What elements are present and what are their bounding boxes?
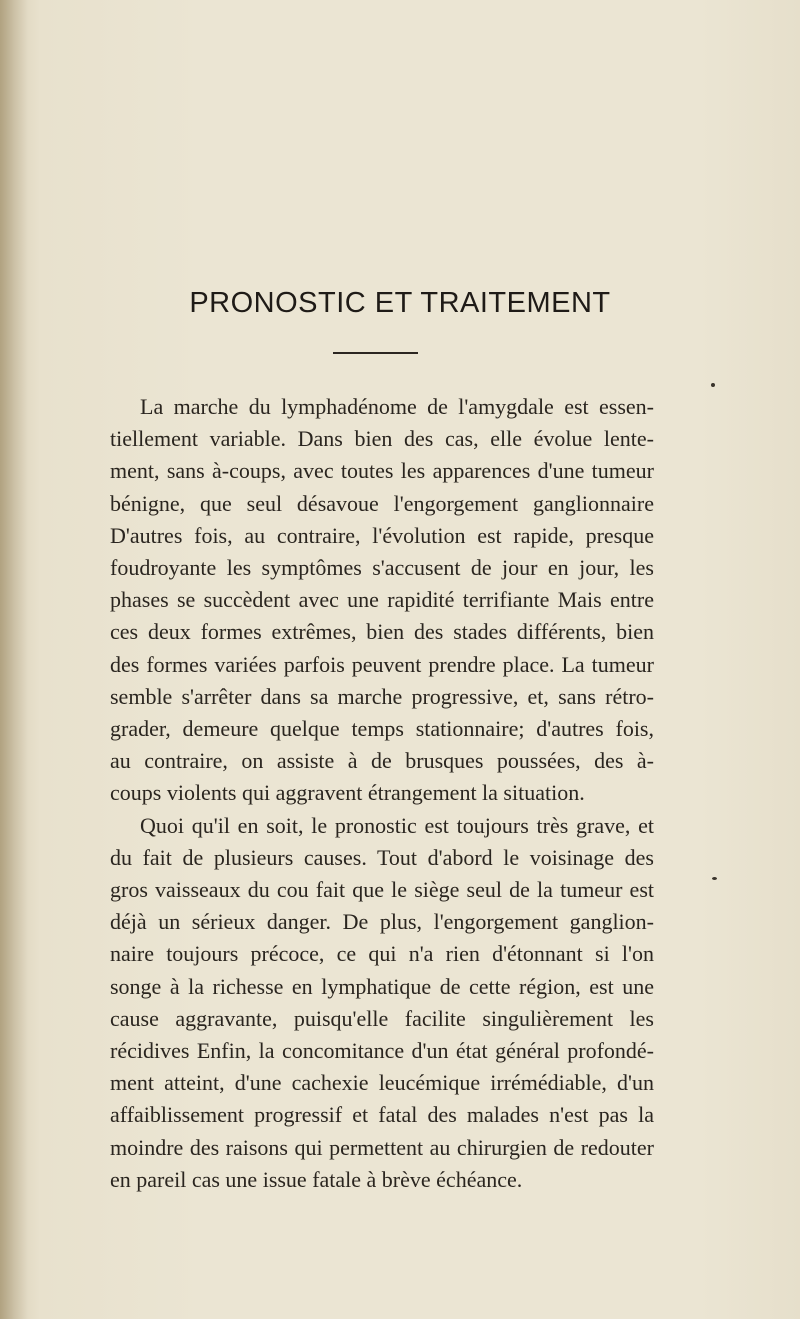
- text-line: grader, demeure quelque temps stationnaire; d'autres fois,: [110, 716, 654, 742]
- text-line: affaiblissement progressif et fatal des malades n'est pas la: [110, 1102, 654, 1128]
- title-rule: [333, 352, 418, 354]
- text-line: cause aggravante, puisqu'elle facilite singulièrement les: [110, 1005, 654, 1031]
- text-line: naire toujours précoce, ce qui n'a rien d'étonnant si l'on: [110, 941, 654, 967]
- text-line: gros vaisseaux du cou fait que le siège seul de la tumeur est: [110, 877, 654, 903]
- text-line: au contraire, on assiste à de brusques poussées, des à-: [110, 748, 654, 774]
- text-line: récidives Enfin, la concomitance d'un état général profondé-: [110, 1038, 654, 1064]
- text-line: ment atteint, d'une cachexie leucémique irrémédiable, d'un: [110, 1070, 654, 1096]
- paragraph-1: [110, 391, 654, 810]
- text-line: tiellement variable. Dans bien des cas, elle évolue lente-: [110, 426, 654, 452]
- text-line: coups violents qui aggravent étrangement la situation.: [110, 780, 585, 806]
- text-line: ces deux formes extrêmes, bien des stades différents, bien: [110, 619, 654, 645]
- ink-speck: [712, 877, 717, 880]
- text-line: déjà un sérieux danger. De plus, l'engorgement ganglion-: [110, 909, 654, 935]
- body-text: [110, 391, 654, 1196]
- text-line: en pareil cas une issue fatale à brève échéance.: [110, 1166, 523, 1192]
- text-line: foudroyante les symptômes s'accusent de jour en jour, les: [110, 555, 654, 581]
- text-line: semble s'arrêter dans sa marche progressive, et, sans rétro-: [110, 683, 654, 709]
- text-line: phases se succèdent avec une rapidité terrifiante Mais entre: [110, 587, 654, 613]
- text-line: ment, sans à-coups, avec toutes les apparences d'une tumeur: [110, 458, 654, 484]
- text-line: La marche du lymphadénome de l'amygdale est essen-: [140, 394, 654, 419]
- text-line: du fait de plusieurs causes. Tout d'abord le voisinage des: [110, 844, 654, 870]
- text-line: Quoi qu'il en soit, le pronostic est toujours très grave, et: [140, 812, 654, 838]
- text-line: D'autres fois, au contraire, l'évolution est rapide, presque: [110, 522, 654, 548]
- text-line: bénigne, que seul désavoue l'engorgement ganglionnaire: [110, 490, 654, 516]
- chapter-title: PRONOSTIC ET TRAITEMENT: [189, 287, 611, 319]
- text-line: des formes variées parfois peuvent prendre place. La tumeur: [110, 651, 654, 677]
- ink-speck: [711, 383, 715, 387]
- paragraph-2: [110, 810, 654, 1196]
- page-edge-shadow: [0, 0, 28, 1319]
- text-line: songe à la richesse en lymphatique de cette région, est une: [110, 973, 654, 999]
- text-line: moindre des raisons qui permettent au chirurgien de redouter: [110, 1134, 654, 1160]
